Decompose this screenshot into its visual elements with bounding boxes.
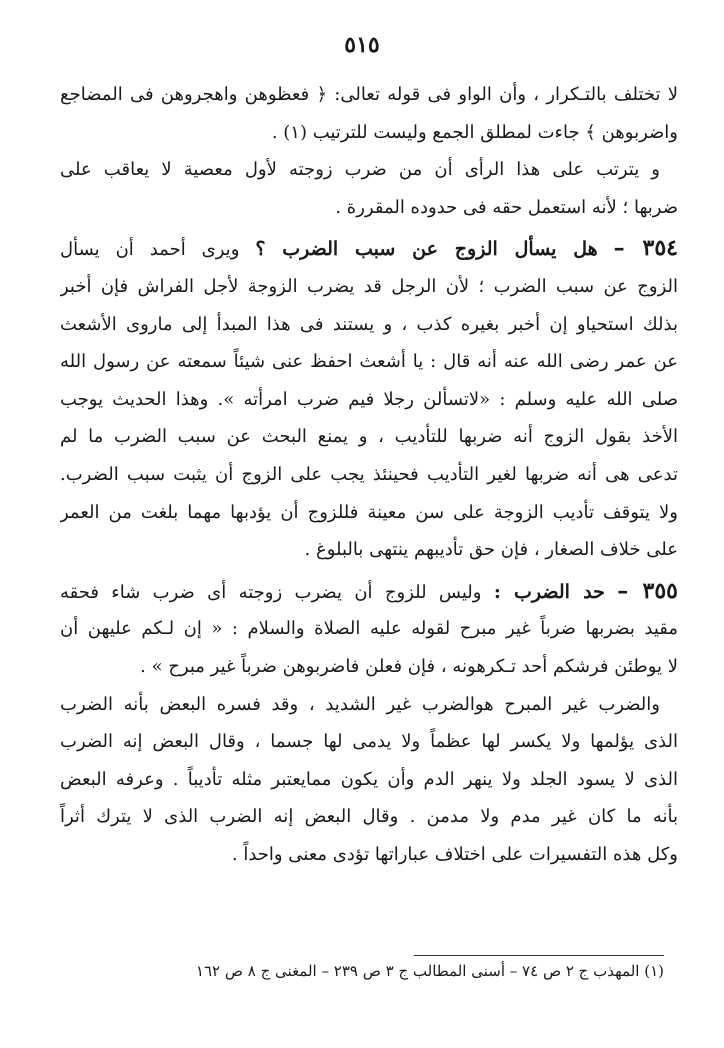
text-line: لا تختلف بالتـكرار ، وأن الواو فى قوله تعالى: ﴿ فعظوهن واهجروهن فى المضاجع — [60, 84, 678, 105]
text-line: وكل هذه التفسيرات على اختلاف عباراتها تؤدى معنى واحداً . — [231, 843, 678, 865]
section-355-heading-line — [60, 573, 678, 611]
section-354-heading-line — [60, 230, 678, 268]
text-line: والضرب غير المبرح هوالضرب غير الشديد ، وقد فسره البعض بأنه الضرب — [60, 693, 660, 715]
text-line: الذى يؤلمها ولا يكسر لها عظماً ولا يدمى لها جسما ، وقال البعض إنه الضرب — [60, 731, 678, 753]
text-line: الذى لا يسود الجلد ولا ينهر الدم وأن يكون ممايعتبر مثله تأديباً . وعرفه البعض — [60, 768, 678, 790]
text-line: مقيد بضربها ضرباً غير مبرح لقوله عليه الصلاة والسلام : « إن لـكم عليهن أن — [60, 618, 678, 640]
page-body — [60, 76, 678, 873]
text-line: الأخذ بقول الزوج أنه ضربها للتأديب ، و يمنع البحث عن سبب الضرب ما لم — [60, 426, 678, 448]
section-title: حد الضرب : — [493, 580, 605, 603]
footnote: (١) المهذب ج ٢ ص ٧٤ – أسنى المطالب ج ٣ ص ٢٣٩ – المغنى ج ٨ ص ١٦٢ — [195, 962, 664, 980]
text-line: بذلك استحياو إن أخبر بغيره كذب ، و يستند فى هذا المبدأ إلى ماروى الأشعث — [60, 313, 678, 335]
section-title: هل يسأل الزوج عن سبب الضرب ؟ — [255, 238, 598, 261]
text-line: بأنه ما كان غير مدم ولا مدمن . وقال البعض إنه الضرب الذى لا يترك أثراً — [60, 806, 678, 828]
text-line: عن عمر رضى الله عنه أنه قال : يا أشعث احفظ عنى شيئاً سمعته عن رسول الله — [60, 351, 678, 373]
text-line: الزوج عن سبب الضرب ؛ لأن الرجل قد يضرب الزوجة لأجل الفراش فإن أخبر — [60, 275, 678, 297]
text-line: لا يوطئن فرشكم أحد تـكرهونه ، فإن فعلن فاضربوهن ضرباً غير مبرح » . — [140, 655, 678, 677]
text-line: ضربها ؛ لأنه استعمل حقه فى حدوده المقررة . — [335, 196, 678, 218]
heading-continuation: ويرى أحمد أن يسأل — [60, 239, 240, 261]
section-number: ٣٥٥ – — [617, 577, 678, 604]
text-line: ولا يتوقف تأديب الزوجة على سن معينة فللزوج أن يؤدبها مهما بلغت من العمر — [60, 501, 678, 523]
section-number: ٣٥٤ – — [613, 235, 678, 262]
text-line: على خلاف الصغار ، فإن حق تأديبهم ينتهى بالبلوغ . — [304, 539, 678, 561]
text-line: صلى الله عليه وسلم : «لاتسألن رجلا فيم ضرب امرأته ». وهذا الحديث يوجب — [60, 388, 678, 410]
text-line: و يترتب على هذا الرأى أن من ضرب زوجته لأول معصية لا يعاقب على — [60, 159, 660, 181]
heading-continuation: وليس للزوج أن يضرب زوجته أى ضرب شاء فحقه — [60, 581, 482, 603]
page-number: ٥١٥ — [344, 32, 380, 58]
footnote-divider — [414, 955, 664, 956]
text-line: واضربوهن ﴾ جاءت لمطلق الجمع وليست للترتيب (١) . — [271, 121, 678, 143]
text-line: تدعى هى أنه ضربها لغير التأديب فحينئذ يجب على الزوج أن يثبت سبب الضرب. — [60, 463, 678, 485]
